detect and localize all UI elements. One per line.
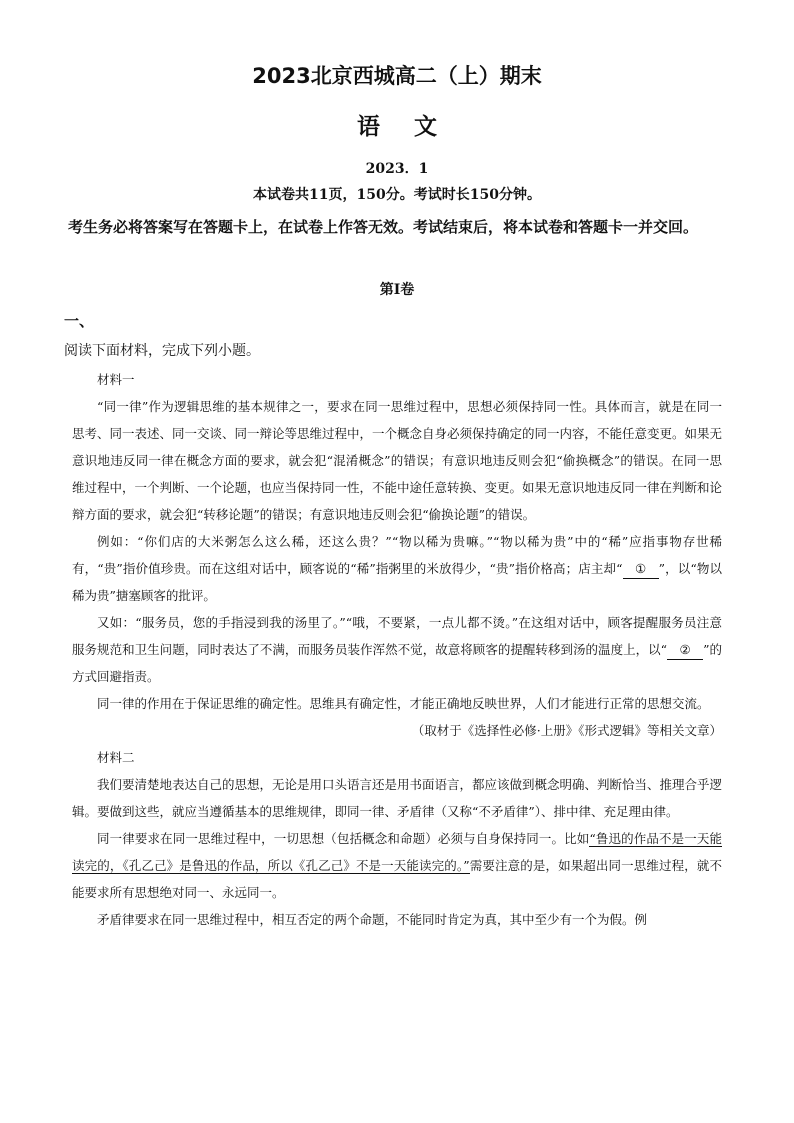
text-span: 例如：“你们店的大米粥怎么这么稀，还这么贵？”“物以稀为贵嘛。”“物以稀为贵”中的“稀”应指事物存世稀有，“贵”指价值珍贵。而在这组对话中，顾客说的“稀”指粥里的米放得少，“贵”指价格高；店主却“	[72, 534, 722, 576]
text-span: 需要注意的是，如果超出同一思维过程，就不能要求所有思想绝对同一、永远同一。	[72, 858, 722, 900]
underlined-example: “鲁迅的作品不是一天能读完的，《孔乙己》是鲁迅的作品，所以《孔乙己》不是一天能读完的。”	[72, 831, 722, 873]
material1-paragraph-4: 同一律的作用在于保证思维的确定性。思维具有确定性，才能正确地反映世界，人们才能进行正常的思想交流。	[97, 696, 710, 711]
material2-paragraph-1: 我们要清楚地表达自己的思想，无论是用口头语言还是用书面语言，都应该做到概念明确、判断恰当、推理合乎逻辑。要做到这些，就应当遵循基本的思维规律，即同一律、矛盾律（又称“不矛盾律”）、排中律、充足理由律。	[72, 777, 723, 819]
volume-heading: 第Ⅰ卷	[379, 282, 415, 298]
exam-date: 2023．1	[365, 161, 429, 177]
material1-paragraph-2	[72, 528, 722, 609]
exam-info: 本试卷共11页，150分。考试时长150分钟。	[253, 187, 541, 203]
material-body	[72, 366, 722, 933]
material2-paragraph-2	[72, 825, 722, 906]
blank-2: ②	[667, 641, 703, 660]
text-span: ”的方式回避指责。	[72, 642, 722, 684]
material1-source: （取材于《选择性必修·上册》《形式逻辑》等相关文章）	[411, 723, 722, 738]
text-span: ”，以“物以稀为贵”搪塞顾客的批评。	[72, 561, 722, 603]
material1-paragraph-3	[72, 609, 722, 690]
blank-1: ①	[623, 560, 659, 579]
material1-paragraph-1: “同一律”作为逻辑思维的基本规律之一，要求在同一思维过程中，思想必须保持同一性。具体而言，就是在同一思考、同一表述、同一交谈、同一辩论等思维过程中，一个概念自身必须保持确定的同一内容，不能任意变更。如果无意识地违反同一律在概念方面的要求，就会犯“混淆概念”的错误；有意识地违反则会犯“偷换概念”的错误。在同一思维过程中，一个判断、一个论题，也应当保持同一性，不能中途任意转换、变更。如果无意识地违反同一律在判断和论辩方面的要求，就会犯“转移论题”的错误；有意识地违反则会犯“偷换论题”的错误。	[72, 399, 723, 522]
text-span: 同一律要求在同一思维过程中，一切思想（包括概念和命题）必须与自身保持同一。比如	[97, 831, 590, 846]
section-number: 一、	[64, 312, 95, 330]
instruction-text: 阅读下面材料，完成下列小题。	[64, 343, 260, 359]
material1-label: 材料一	[97, 372, 135, 387]
text-span: 又如：“服务员，您的手指浸到我的汤里了。”“哦，不要紧，一点儿都不烫。”在这组对话中，顾客提醒服务员注意服务规范和卫生问题，同时表达了不满，而服务员装作浑然不觉，故意将顾客的提醒转移到汤的温度上，以“	[72, 615, 722, 657]
subject-title: 语文	[357, 113, 471, 140]
material2-paragraph-3: 矛盾律要求在同一思维过程中，相互否定的两个命题，不能同时肯定为真，其中至少有一个为假。例	[97, 912, 648, 927]
material2-label: 材料二	[97, 750, 135, 765]
exam-title: 2023北京西城高二（上）期末	[252, 64, 542, 88]
exam-notice: 考生务必将答案写在答题卡上，在试卷上作答无效。考试结束后，将本试卷和答题卡一并交回。	[68, 218, 699, 236]
